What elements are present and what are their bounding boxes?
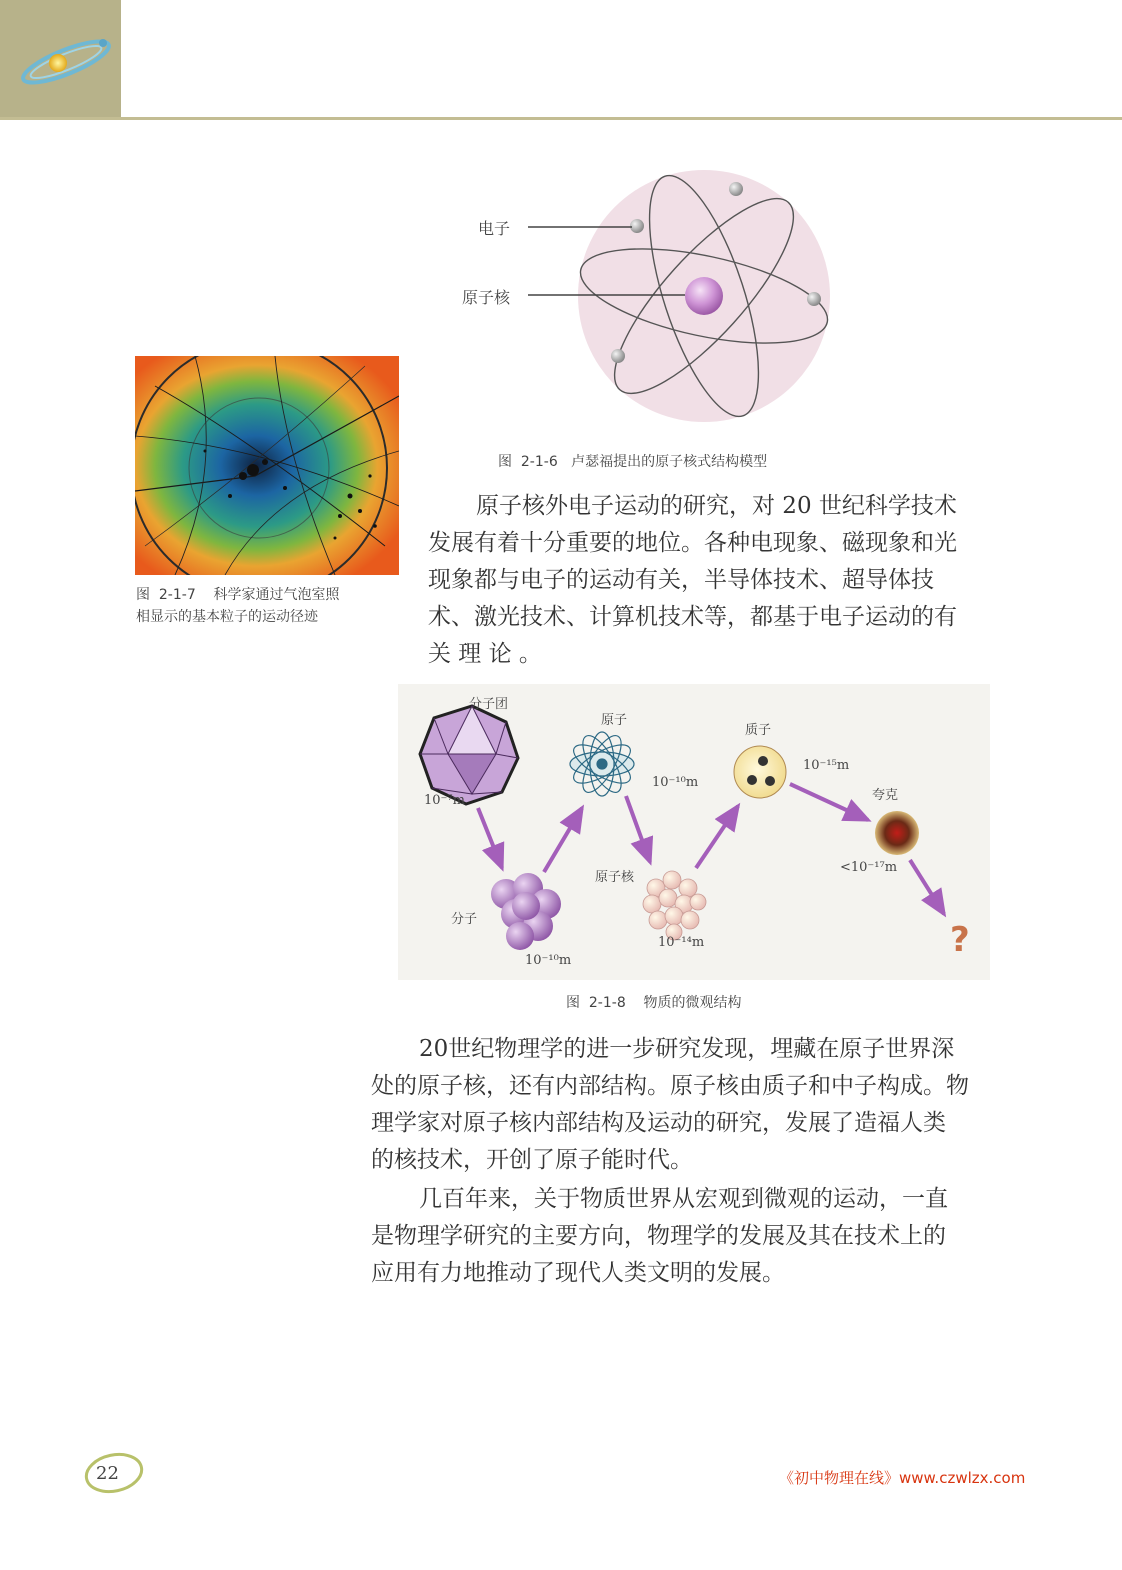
nucleus-icon xyxy=(643,871,706,940)
paragraph-line: 现象都与电子的运动有关，半导体技术、超导体技 xyxy=(428,567,934,593)
paragraph-line: 是物理学研究的主要方向，物理学的发展及其在技术上的 xyxy=(371,1223,946,1249)
quark-icon xyxy=(875,811,919,855)
paragraph-line: 应用有力地推动了现代人类文明的发展。 xyxy=(371,1260,785,1286)
paragraph-electron-motion xyxy=(428,488,988,673)
solar-orbit-icon xyxy=(0,0,121,118)
atom-size: 10⁻¹⁰m xyxy=(652,775,699,790)
proton-label: 质子 xyxy=(745,723,772,738)
atom-icon xyxy=(568,730,635,797)
nucleus xyxy=(685,277,723,315)
footer-source: 《初中物理在线》www.czwlzx.com xyxy=(779,1469,1026,1487)
figure-2-1-7-caption-line2: 相显示的基本粒子的运动径迹 xyxy=(136,609,318,625)
arrow-nucleus-to-proton xyxy=(696,806,738,868)
proton-size: 10⁻¹⁵m xyxy=(803,758,850,773)
unknown-question-mark: ? xyxy=(950,920,970,960)
header-rule xyxy=(0,117,1122,120)
figure-2-1-7-caption-line1: 图 2-1-7 科学家通过气泡室照 xyxy=(136,587,340,603)
page-number: 22 xyxy=(96,1463,119,1484)
atom-label: 原子 xyxy=(601,713,628,728)
arrow-cluster-to-molecule xyxy=(478,808,502,868)
paragraph-physics-development xyxy=(371,1181,991,1292)
quark-size: <10⁻¹⁷m xyxy=(840,860,898,875)
paragraph-line: 发展有着十分重要的地位。各种电现象、磁现象和光 xyxy=(428,530,957,556)
arrow-molecule-to-atom xyxy=(544,808,582,872)
paragraph-line: 理学家对原子核内部结构及运动的研究，发展了造福人类 xyxy=(371,1110,946,1136)
electron xyxy=(630,219,644,233)
molecular-cluster-size: 10⁻⁷m xyxy=(424,793,465,808)
electron-label: 电子 xyxy=(478,219,511,238)
nucleus-label: 原子核 xyxy=(462,288,511,307)
paragraph-line: 的核技术，开创了原子能时代。 xyxy=(371,1147,693,1173)
figure-2-1-8-caption: 图 2-1-8 物质的微观结构 xyxy=(566,995,742,1011)
molecule-label: 分子 xyxy=(451,912,478,927)
proton-icon xyxy=(734,746,786,798)
electron xyxy=(729,182,743,196)
arrow-quark-to-unknown xyxy=(910,860,944,914)
atom-model-diagram xyxy=(470,160,850,432)
paragraph-line: 关 理 论 。 xyxy=(428,641,542,667)
paragraph-line: 几百年来，关于物质世界从宏观到微观的运动，一直 xyxy=(419,1186,948,1212)
electron xyxy=(611,349,625,363)
arrow-proton-to-quark xyxy=(790,784,868,820)
nucleus-stage-label: 原子核 xyxy=(595,870,635,885)
paragraph-nucleus-structure xyxy=(371,1031,991,1179)
paragraph-line: 原子核外电子运动的研究，对 20 世纪科学技术 xyxy=(476,493,957,519)
paragraph-line: 处的原子核，还有内部结构。原子核由质子和中子构成。物 xyxy=(371,1073,969,1099)
quark-label: 夸克 xyxy=(872,788,899,803)
figure-2-1-6-caption: 图 2-1-6 卢瑟福提出的原子核式结构模型 xyxy=(498,454,768,470)
bubble-chamber-photo xyxy=(135,356,399,575)
molecule-size: 10⁻¹⁰m xyxy=(525,953,572,968)
molecule-icon xyxy=(491,873,561,950)
paragraph-line: 术、激光技术、计算机技术等，都基于电子运动的有 xyxy=(428,604,957,630)
molecular-cluster-icon xyxy=(420,706,518,804)
paragraph-line: 20世纪物理学的进一步研究发现，埋藏在原子世界深 xyxy=(419,1036,955,1062)
electron xyxy=(807,292,821,306)
arrow-atom-to-nucleus xyxy=(626,796,650,862)
molecular-cluster-label: 分子团 xyxy=(469,697,509,712)
nucleus-size: 10⁻¹⁴m xyxy=(658,935,705,950)
